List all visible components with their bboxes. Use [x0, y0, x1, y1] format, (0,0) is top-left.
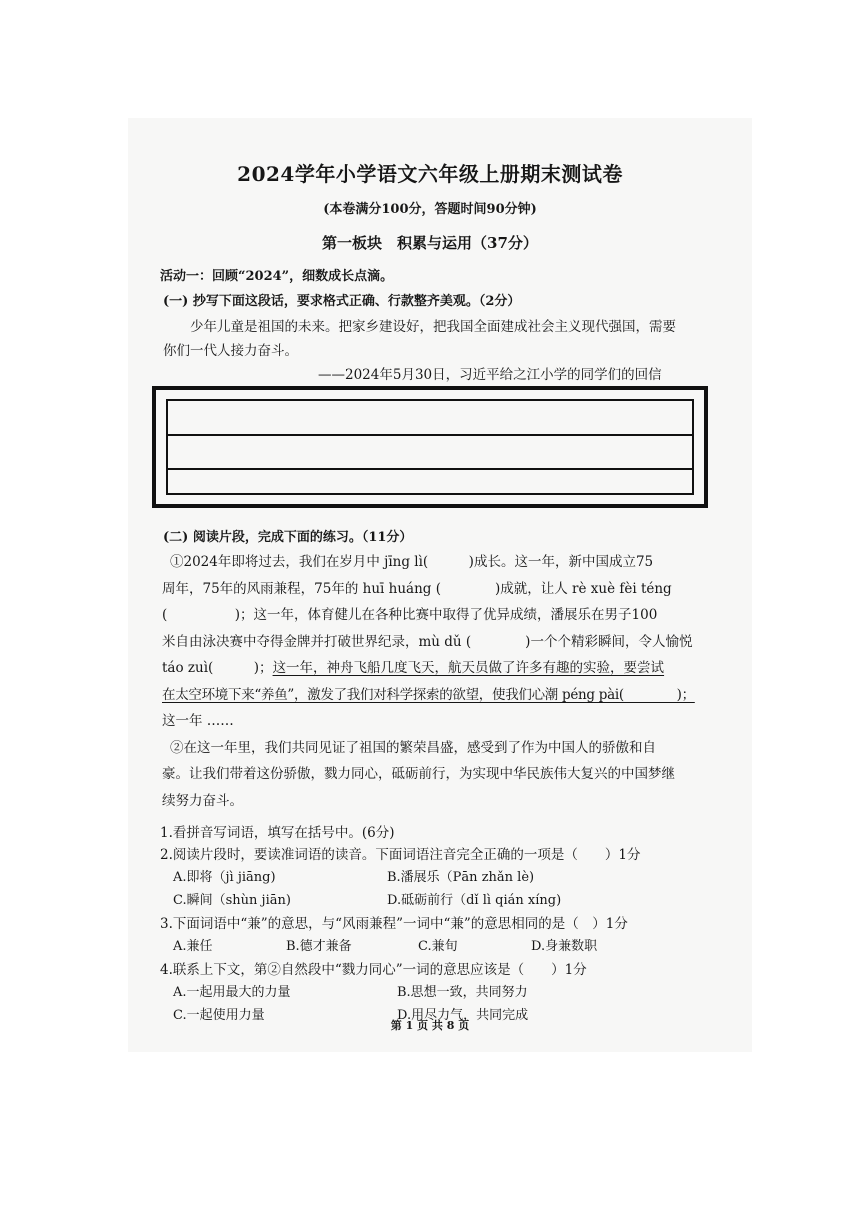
writing-line — [168, 434, 692, 436]
q4-option-a[interactable]: A.一起用最大的力量 — [173, 985, 291, 1000]
passage-line: ( )；这一年，体育健儿在各种比赛中取得了优异成绩，潘展乐在男子100 — [162, 607, 658, 623]
passage-line — [162, 655, 700, 682]
q3-option-d[interactable]: D.身兼数职 — [531, 939, 598, 954]
quote-line-1: 少年儿童是祖国的未来。把家乡建设好，把我国全面建成社会主义现代强国，需要 — [190, 319, 676, 335]
question-4: 4.联系上下文，第②自然段中“戮力同心”一词的意思应该是（ ）1分 — [160, 962, 587, 978]
q2-option-d[interactable]: D.砥砺前行（dǐ lì qián xíng) — [387, 893, 562, 908]
exam-subtitle: (本卷满分100分，答题时间90分钟) — [323, 202, 537, 217]
activity-title: 活动一：回顾“2024”，细数成长点滴。 — [160, 269, 394, 284]
q2-option-a[interactable]: A.即将（jì jiāng) — [173, 870, 276, 885]
page-number: 第 1 页 共 8 页 — [390, 1019, 470, 1032]
underlined-line: 在太空环境下来“养鱼”，激发了我们对科学探索的欲望，使我们心潮 péng pài( )； — [162, 686, 695, 703]
passage-line: 周年，75年的风雨兼程，75年的 huī huáng ( )成就，让人 rè xuè fèi téng — [162, 580, 672, 597]
passage-line: 米自由泳决赛中夺得金牌并打破世界纪录，mù dǔ ( )一个个精彩瞬间，令人愉悦 — [162, 633, 693, 650]
passage-line: 这一年 …… — [162, 713, 234, 729]
underlined-text: 这一年，神舟飞船几度飞天，航天员做了许多有趣的实验，要尝试 — [272, 660, 665, 676]
part1-heading: (一) 抄写下面这段话，要求格式正确、行款整齐美观。（2分） — [163, 294, 521, 309]
copy-writing-box[interactable] — [152, 386, 708, 508]
writing-line — [168, 468, 692, 470]
q2-option-c[interactable]: C.瞬间（shùn jiān) — [173, 893, 291, 908]
passage-line: ①2024年即将过去，我们在岁月中 jīng lì( )成长。这一年，新中国成立75 — [170, 554, 654, 570]
question-1: 1.看拼音写词语，填写在括号中。(6分) — [160, 825, 395, 841]
q4-option-d[interactable]: D.用尽力气，共同完成 — [397, 1008, 529, 1023]
q4-option-c[interactable]: C.一起使用力量 — [173, 1008, 265, 1023]
q3-option-b[interactable]: B.德才兼备 — [286, 939, 352, 954]
section-heading: 第一板块 积累与运用（37分） — [322, 234, 538, 252]
quote-line-2: 你们一代人接力奋斗。 — [163, 343, 298, 359]
passage-line: ②在这一年里，我们共同见证了祖国的繁荣昌盛，感受到了作为中国人的骄傲和自 — [170, 739, 656, 756]
passage-line: 豪。让我们带着这份骄傲，戮力同心，砥砺前行，为实现中华民族伟大复兴的中国梦继 — [162, 766, 675, 782]
quote-attribution: ——2024年5月30日，习近平给之江小学的同学们的回信 — [318, 367, 662, 383]
q3-option-a[interactable]: A.兼任 — [173, 939, 213, 954]
question-2: 2.阅读片段时，要读准词语的读音。下面词语注音完全正确的一项是（ ）1分 — [160, 847, 641, 863]
question-3: 3.下面词语中“兼”的意思，与“风雨兼程”一词中“兼”的意思相同的是（ ）1分 — [160, 916, 628, 932]
exam-title: 2024学年小学语文六年级上册期末测试卷 — [237, 162, 623, 186]
reading-passage — [162, 549, 700, 814]
passage-line: 续努力奋斗。 — [162, 792, 243, 809]
copy-writing-area[interactable] — [166, 399, 694, 495]
q4-option-b[interactable]: B.思想一致，共同努力 — [397, 985, 528, 1000]
part2-heading: (二) 阅读片段，完成下面的练习。（11分） — [163, 530, 413, 545]
q3-option-c[interactable]: C.兼旬 — [418, 939, 458, 954]
passage-text: táo zuì( )； — [162, 660, 273, 676]
q2-option-b[interactable]: B.潘展乐（Pān zhǎn lè) — [387, 870, 535, 885]
